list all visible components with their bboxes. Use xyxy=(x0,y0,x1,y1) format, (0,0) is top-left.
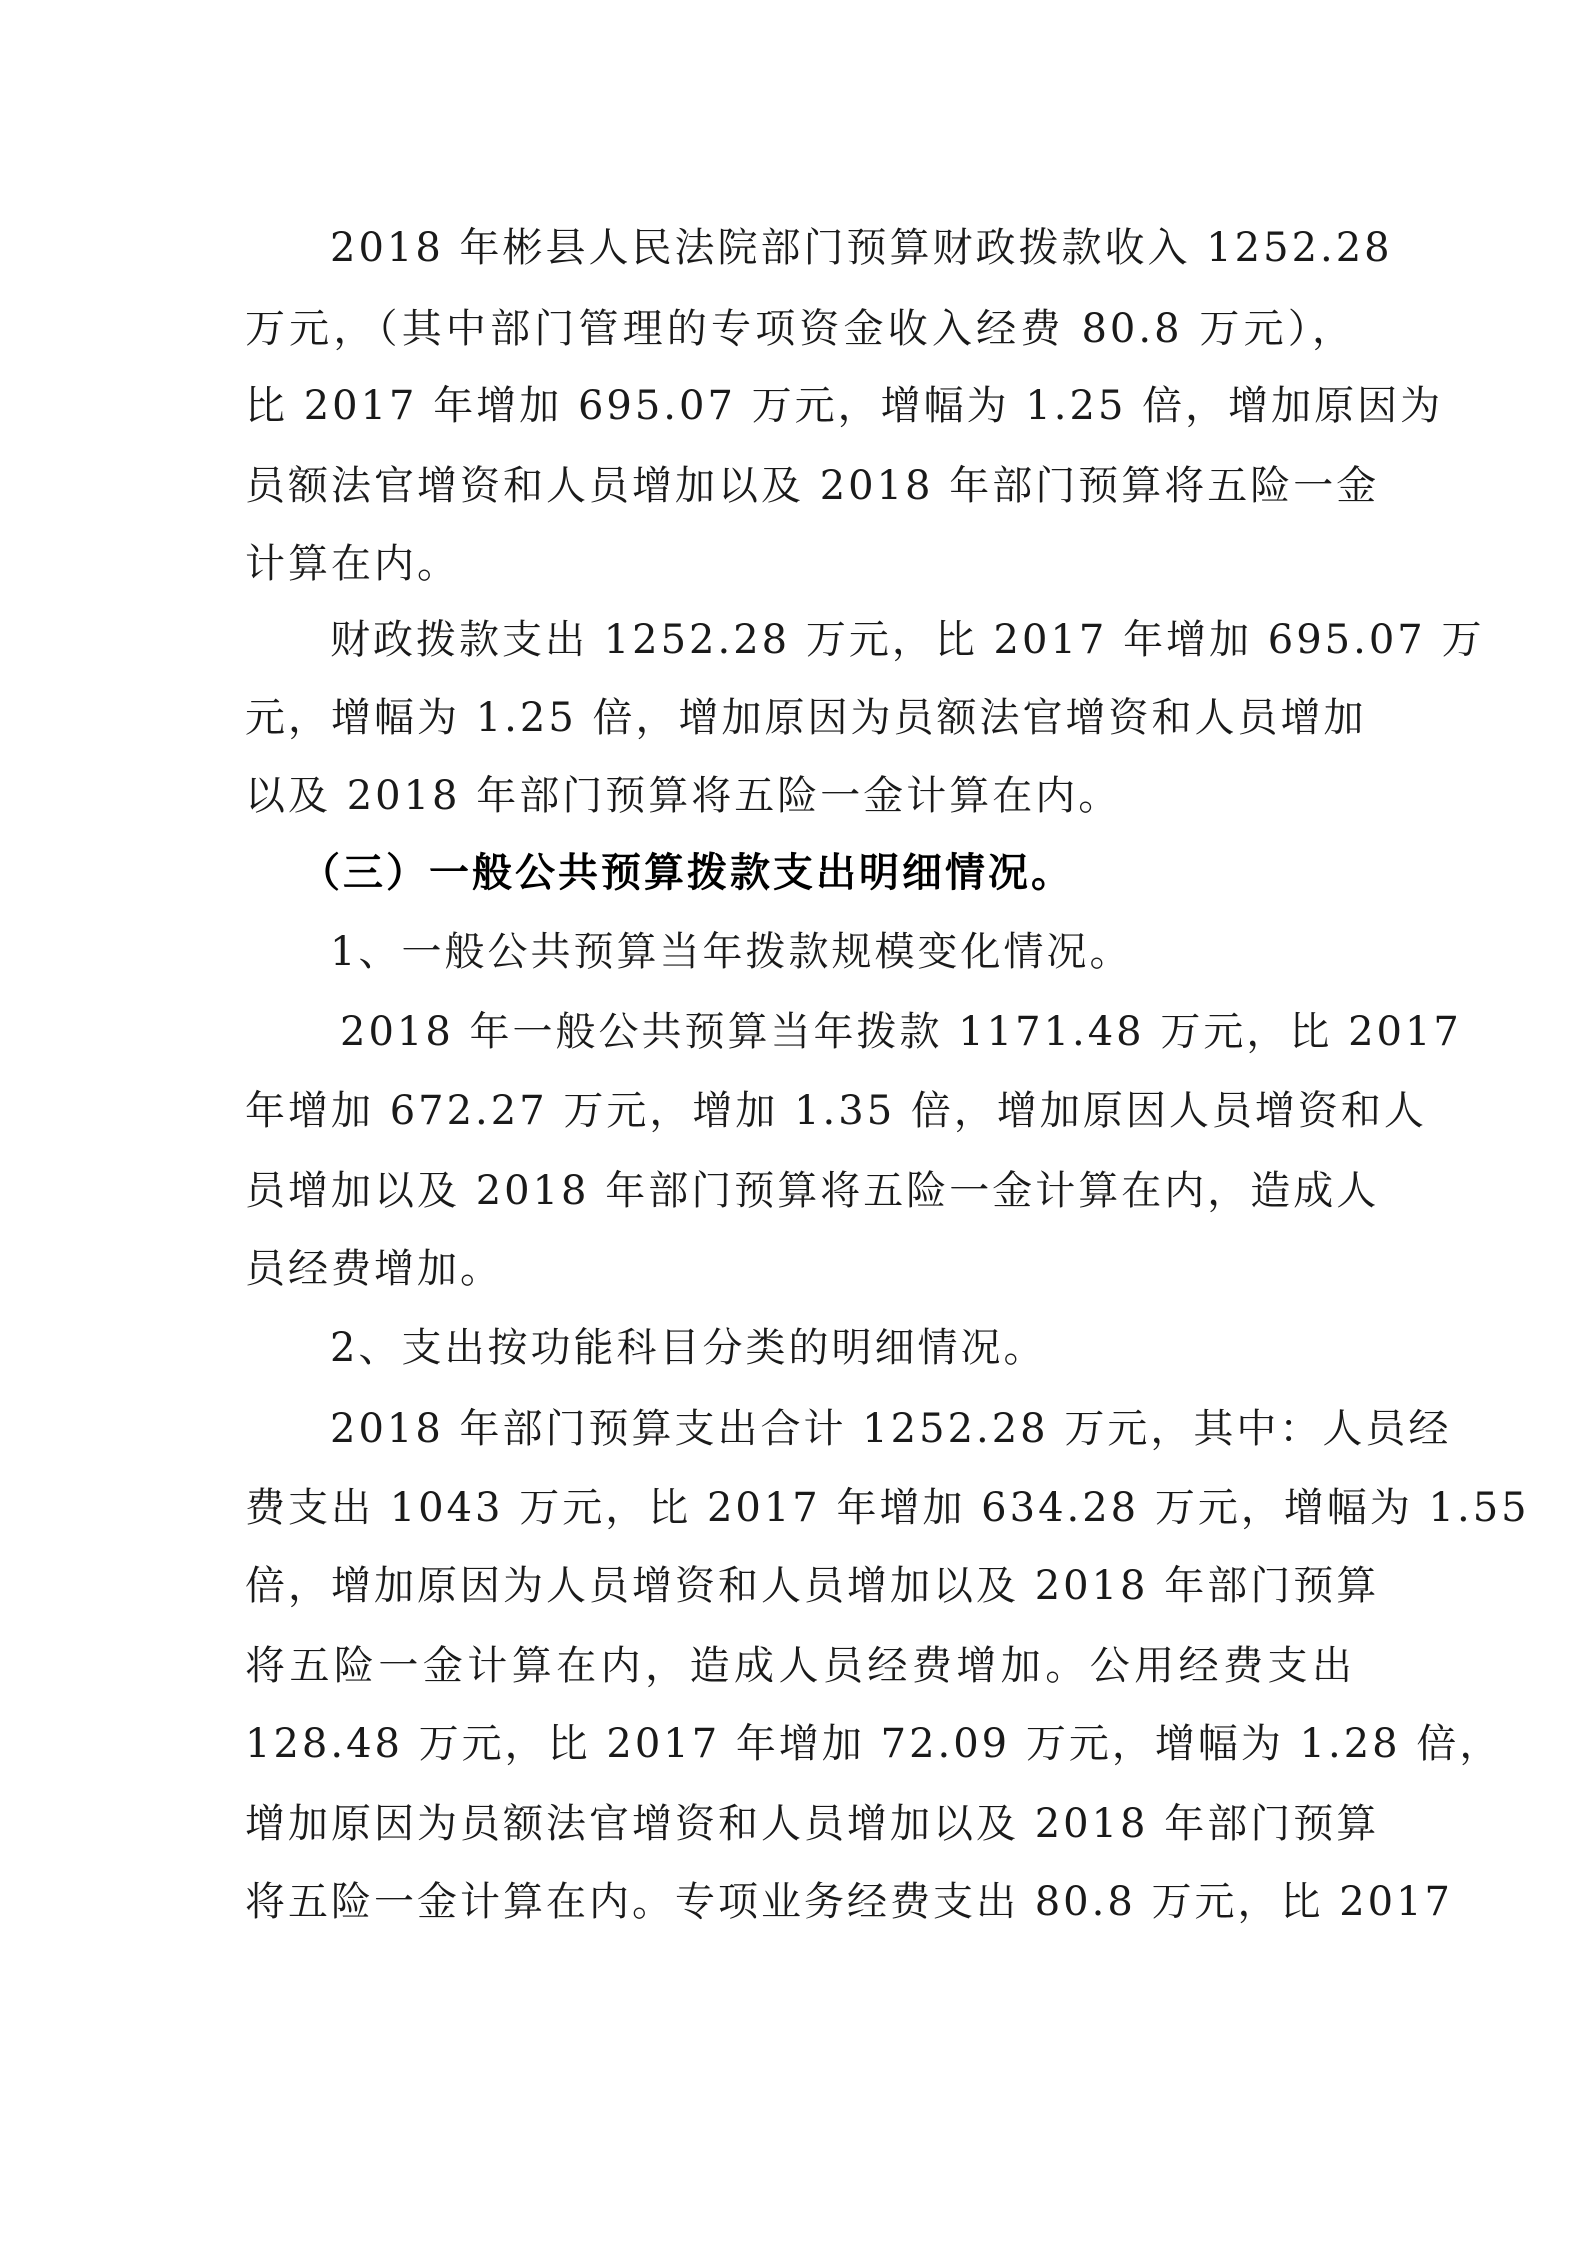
paragraph-1-line-3: 比 2017 年增加 695.07 万元，增幅为 1.25 倍，增加原因为 xyxy=(245,383,1444,429)
paragraph-4-line-7: 将五险一金计算在内。专项业务经费支出 80.8 万元，比 2017 xyxy=(245,1879,1454,1925)
paragraph-4-line-2: 费支出 1043 万元，比 2017 年增加 634.28 万元，增幅为 1.55 xyxy=(245,1485,1530,1531)
paragraph-4-line-1: 2018 年部门预算支出合计 1252.28 万元，其中：人员经 xyxy=(330,1406,1452,1452)
paragraph-3-line-1: 2018 年一般公共预算当年拨款 1171.48 万元，比 2017 xyxy=(340,1009,1462,1055)
paragraph-1-line-1: 2018 年彬县人民法院部门预算财政拨款收入 1252.28 xyxy=(330,225,1393,271)
paragraph-1-line-5: 计算在内。 xyxy=(245,541,460,587)
subheading-2: 2、支出按功能科目分类的明细情况。 xyxy=(330,1325,1047,1371)
paragraph-3-line-4: 员经费增加。 xyxy=(245,1246,503,1292)
paragraph-2-line-2: 元，增幅为 1.25 倍，增加原因为员额法官增资和人员增加 xyxy=(245,695,1367,741)
paragraph-4-line-5: 128.48 万元，比 2017 年增加 72.09 万元，增幅为 1.28 倍， xyxy=(245,1721,1503,1767)
section-heading: （三）一般公共预算拨款支出明细情况。 xyxy=(300,850,1074,896)
subheading-1: 1、一般公共预算当年拨款规模变化情况。 xyxy=(330,929,1133,975)
paragraph-4-line-3: 倍，增加原因为人员增资和人员增加以及 2018 年部门预算 xyxy=(245,1563,1380,1609)
paragraph-3-line-2: 年增加 672.27 万元，增加 1.35 倍，增加原因人员增资和人 xyxy=(245,1088,1427,1134)
paragraph-3-line-3: 员增加以及 2018 年部门预算将五险一金计算在内，造成人 xyxy=(245,1168,1380,1214)
paragraph-1-line-4: 员额法官增资和人员增加以及 2018 年部门预算将五险一金 xyxy=(245,463,1380,509)
paragraph-2-line-3: 以及 2018 年部门预算将五险一金计算在内。 xyxy=(245,773,1122,819)
paragraph-4-line-4: 将五险一金计算在内，造成人员经费增加。公用经费支出 xyxy=(245,1643,1355,1689)
paragraph-1-line-2: 万元，（其中部门管理的专项资金收入经费 80.8 万元）， xyxy=(245,306,1355,352)
paragraph-4-line-6: 增加原因为员额法官增资和人员增加以及 2018 年部门预算 xyxy=(245,1801,1380,1847)
paragraph-2-line-1: 财政拨款支出 1252.28 万元，比 2017 年增加 695.07 万 xyxy=(330,617,1485,663)
